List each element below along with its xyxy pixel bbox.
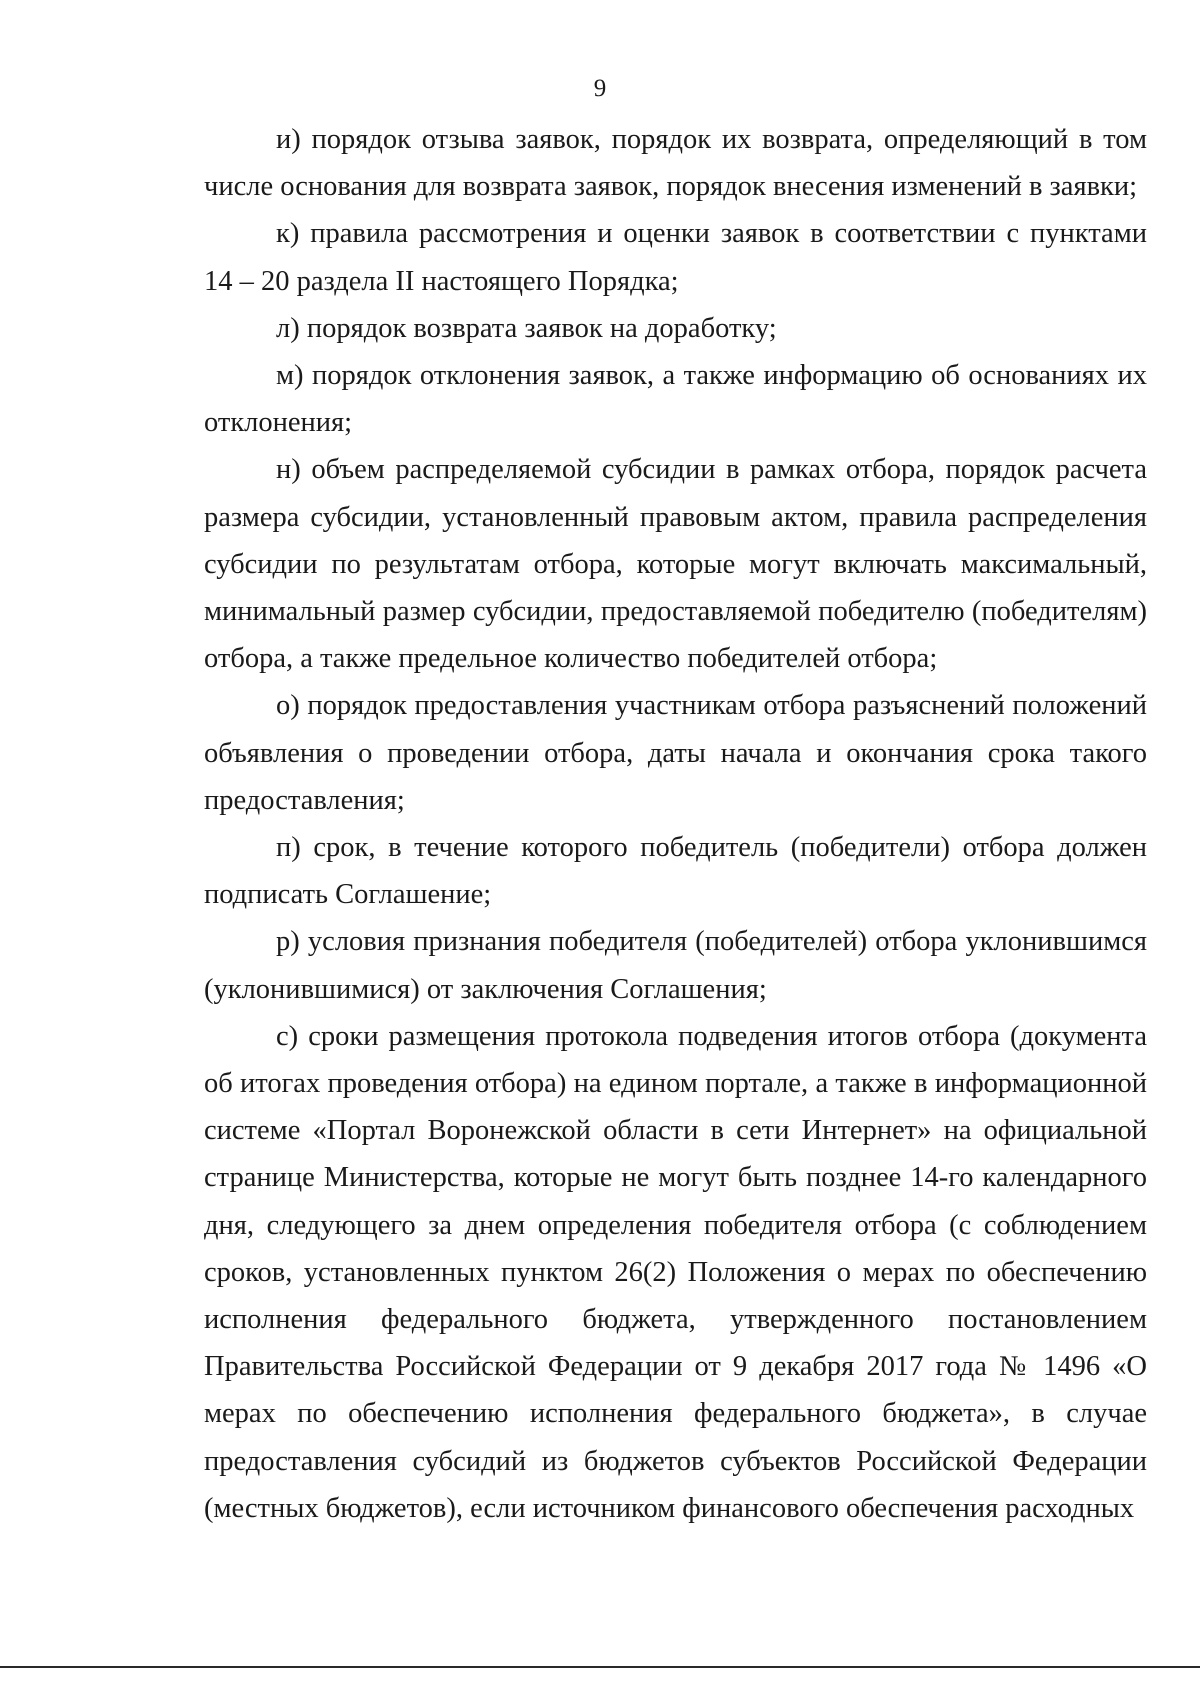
paragraph-r: р) условия признания победителя (победителей) отбора уклонившимся (уклонившимися) от заключения Соглашения; bbox=[204, 926, 1147, 1005]
paragraph-m: м) порядок отклонения заявок, а также информацию об основаниях их отклонения; bbox=[204, 360, 1147, 439]
paragraph-n: н) объем распределяемой субсидии в рамках отбора, порядок расчета размера субсидии, установленный правовым актом, правила распределения субсидии по результатам отбора, которые могут включать максимальный, минимальный размер субсидии, предоставляемой победителю (победителям) отбора, а также предельное количество победителей отбора; bbox=[204, 454, 1147, 675]
bottom-divider bbox=[0, 1666, 1200, 1668]
paragraph-p: п) срок, в течение которого победитель (победители) отбора должен подписать Соглашение; bbox=[204, 832, 1147, 911]
paragraph-s: с) сроки размещения протокола подведения итогов отбора (документа об итогах проведения отбора) на едином портале, а также в информационной системе «Портал Воронежской области в сети Интернет» на официальной странице Министерства, которые не могут быть позднее 14-го календарного дня, следующего за днем определения победителя отбора (с соблюдением сроков, установленных пунктом 26(2) Положения о мерах по обеспечению исполнения федерального бюджета, утвержденного постановлением Правительства Российской Федерации от 9 декабря 2017 года № 1496 «О мерах по обеспечению исполнения федерального бюджета», в случае предоставления субсидий из бюджетов субъектов Российской Федерации (местных бюджетов), если источником финансового обеспечения расходных bbox=[204, 1020, 1147, 1524]
paragraph-l: л) порядок возврата заявок на доработку; bbox=[276, 312, 777, 344]
paragraph-o: о) порядок предоставления участникам отбора разъяснений положений объявления о проведении отбора, даты начала и окончания срока такого предоставления; bbox=[204, 690, 1147, 816]
paragraph-i: и) порядок отзыва заявок, порядок их возврата, определяющий в том числе основания для возврата заявок, порядок внесения изменений в заявки; bbox=[204, 124, 1147, 203]
paragraph-k: к) правила рассмотрения и оценки заявок в соответствии с пунктами 14 – 20 раздела II настоящего Порядка; bbox=[204, 218, 1147, 297]
document-body bbox=[204, 116, 1147, 1532]
page-number: 9 bbox=[593, 75, 607, 102]
